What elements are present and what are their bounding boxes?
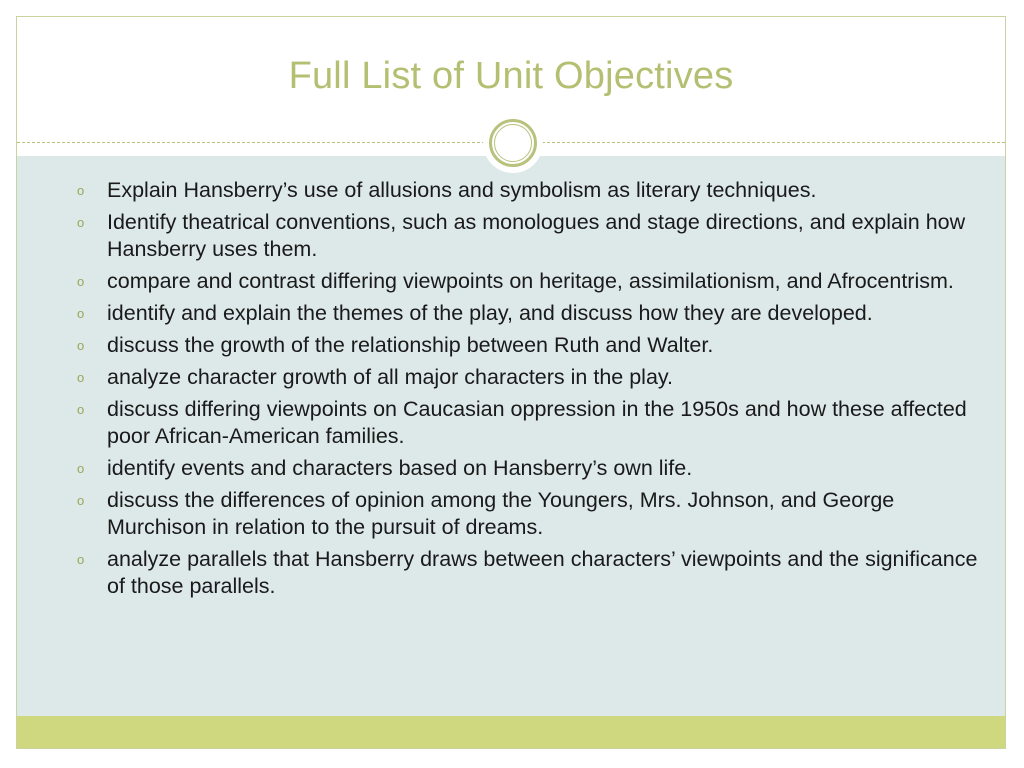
objective-text: discuss the differences of opinion among the Youngers, Mrs. Johnson, and George Murchison in relation to the pursuit of dreams. xyxy=(107,488,895,539)
bullet-icon: o xyxy=(77,493,85,508)
objective-item xyxy=(77,209,982,263)
objective-item xyxy=(77,546,982,600)
objective-item xyxy=(77,300,982,327)
bullet-icon: o xyxy=(77,370,85,385)
objective-text: discuss differing viewpoints on Caucasian oppression in the 1950s and how these affected poor African-American families. xyxy=(107,397,967,448)
objective-text: analyze parallels that Hansberry draws between characters’ viewpoints and the significance of those parallels. xyxy=(107,547,978,598)
objective-text: compare and contrast differing viewpoints on heritage, assimilationism, and Afrocentrism. xyxy=(107,269,954,293)
bullet-icon: o xyxy=(77,338,85,353)
bullet-icon: o xyxy=(77,215,85,230)
bullet-icon: o xyxy=(77,306,85,321)
objectives-list xyxy=(77,177,982,605)
objective-text: analyze character growth of all major characters in the play. xyxy=(107,365,674,389)
objective-text: identify and explain the themes of the play, and discuss how they are developed. xyxy=(107,301,873,325)
bullet-icon: o xyxy=(77,183,85,198)
footer-band xyxy=(17,716,1005,749)
bullet-icon: o xyxy=(77,461,85,476)
objective-item xyxy=(77,364,982,391)
objective-item xyxy=(77,177,982,204)
objective-item xyxy=(77,396,982,450)
objective-text: identify events and characters based on Hansberry’s own life. xyxy=(107,456,693,480)
objective-text: Identify theatrical conventions, such as monologues and stage directions, and explain how Hansberry uses them. xyxy=(107,210,966,261)
objective-item xyxy=(77,487,982,541)
objective-text: Explain Hansberry’s use of allusions and symbolism as literary techniques. xyxy=(107,178,817,202)
objective-text: discuss the growth of the relationship between Ruth and Walter. xyxy=(107,333,714,357)
objective-item xyxy=(77,332,982,359)
objective-item xyxy=(77,268,982,295)
objective-item xyxy=(77,455,982,482)
bullet-icon: o xyxy=(77,274,85,289)
circle-ornament-inner xyxy=(494,124,532,162)
slide xyxy=(16,16,1006,749)
bullet-icon: o xyxy=(77,402,85,417)
slide-title: Full List of Unit Objectives xyxy=(288,55,734,97)
bullet-icon: o xyxy=(77,552,85,567)
